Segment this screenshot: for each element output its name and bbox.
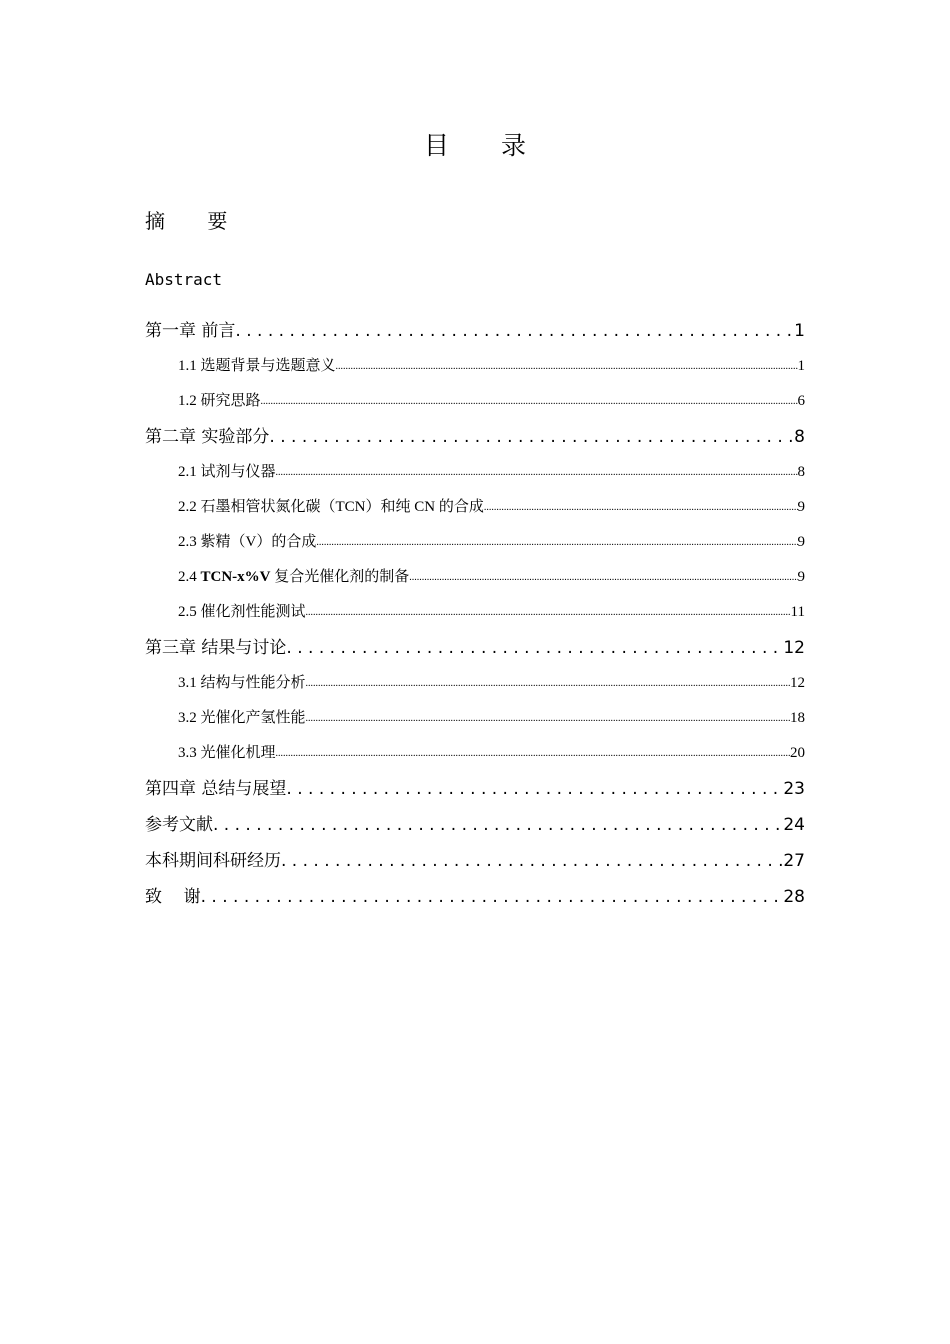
toc-label-prefix: 2.4: [178, 569, 201, 585]
toc-entry-label: 第一章 前言: [145, 321, 236, 341]
toc-entry-chapter-4[interactable]: [145, 771, 805, 807]
toc-page-number: 1: [797, 358, 805, 374]
toc-dot-leader: [409, 560, 797, 595]
toc-dot-leader: [201, 879, 784, 915]
toc-entry-label: 3.2 光催化产氢性能: [178, 710, 306, 726]
toc-entry-label: 2.2 石墨相管状氮化碳（TCN）和纯 CN 的合成: [178, 499, 484, 515]
toc-dot-leader: [316, 525, 797, 560]
toc-entry-label: 第三章 结果与讨论: [145, 638, 287, 658]
toc-entry-label: 1.1 选题背景与选题意义: [178, 358, 336, 374]
toc-page-number: 23: [783, 779, 805, 799]
toc-dot-leader: [306, 666, 790, 701]
toc-entry-label: 2.3 紫精（V）的合成: [178, 534, 317, 550]
toc-dot-leader: [306, 595, 791, 630]
toc-entry-label: 2.1 试剂与仪器: [178, 464, 276, 480]
toc-dot-leader: [276, 455, 798, 490]
toc-entry-section-3-1[interactable]: [145, 666, 805, 701]
toc-entry-label: 3.1 结构与性能分析: [178, 675, 306, 691]
toc-entry-label: [178, 560, 409, 595]
abstract-en-entry[interactable]: Abstract: [145, 270, 223, 289]
toc-entry-chapter-1[interactable]: [145, 313, 805, 349]
toc-entry-label: 本科期间科研经历: [145, 851, 281, 871]
toc-dot-leader: [213, 807, 783, 843]
toc-entry-section-3-2[interactable]: [145, 701, 805, 736]
toc-entry-label: 第四章 总结与展望: [145, 779, 287, 799]
toc-entry-acknowledgements[interactable]: [145, 879, 805, 915]
toc-page-number: 8: [797, 464, 805, 480]
toc-dot-leader: [281, 843, 783, 879]
toc-entry-chapter-3[interactable]: [145, 630, 805, 666]
abstract-cn-entry[interactable]: 摘 要: [145, 209, 246, 233]
toc-dot-leader: [484, 490, 798, 525]
toc-dot-leader: [276, 736, 790, 771]
toc-entry-section-1-1[interactable]: [145, 349, 805, 384]
toc-entry-section-1-2[interactable]: [145, 384, 805, 419]
toc-entry-section-2-5[interactable]: [145, 595, 805, 630]
toc-label-suffix: 复合光催化剂的制备: [270, 569, 410, 585]
toc-entry-label: 第二章 实验部分: [145, 427, 270, 447]
toc-page-number: 1: [794, 321, 805, 341]
toc-page-number: 8: [794, 427, 805, 447]
toc-page-number: 18: [790, 710, 805, 726]
toc-entry-label: 1.2 研究思路: [178, 393, 261, 409]
toc-dot-leader: [261, 384, 798, 419]
toc-entry-section-2-2[interactable]: [145, 490, 805, 525]
toc-entry-section-3-3[interactable]: [145, 736, 805, 771]
toc-page-number: 28: [783, 887, 805, 907]
toc-entry-references[interactable]: [145, 807, 805, 843]
toc-dot-leader: [336, 349, 798, 384]
toc-page-number: 24: [783, 815, 805, 835]
toc-entry-section-2-1[interactable]: [145, 455, 805, 490]
toc-dot-leader: [286, 630, 783, 666]
toc-entry-label: 2.5 催化剂性能测试: [178, 604, 306, 620]
table-of-contents: [145, 313, 805, 915]
toc-page-number: 9: [797, 499, 805, 515]
toc-page-number: 12: [783, 638, 805, 658]
toc-entry-research-experience[interactable]: [145, 843, 805, 879]
toc-dot-leader: [269, 419, 794, 455]
toc-label-bold: TCN-x%V: [200, 569, 271, 585]
toc-dot-leader: [286, 771, 783, 807]
toc-page-number: 11: [790, 604, 805, 620]
toc-page-number: 12: [790, 675, 805, 691]
toc-entry-chapter-2[interactable]: [145, 419, 805, 455]
toc-page-number: 20: [790, 745, 805, 761]
toc-page-number: 9: [797, 569, 805, 585]
toc-entry-label: 致 谢: [145, 887, 201, 907]
toc-dot-leader: [235, 313, 794, 349]
toc-entry-label: 3.3 光催化机理: [178, 745, 276, 761]
toc-entry-section-2-3[interactable]: [145, 525, 805, 560]
toc-title: 目 录: [424, 131, 548, 160]
toc-entry-section-2-4[interactable]: [145, 560, 805, 595]
toc-page-number: 9: [797, 534, 805, 550]
toc-dot-leader: [306, 701, 790, 736]
toc-page-number: 6: [797, 393, 805, 409]
toc-entry-label: 参考文献: [145, 815, 213, 835]
toc-page-number: 27: [783, 851, 805, 871]
